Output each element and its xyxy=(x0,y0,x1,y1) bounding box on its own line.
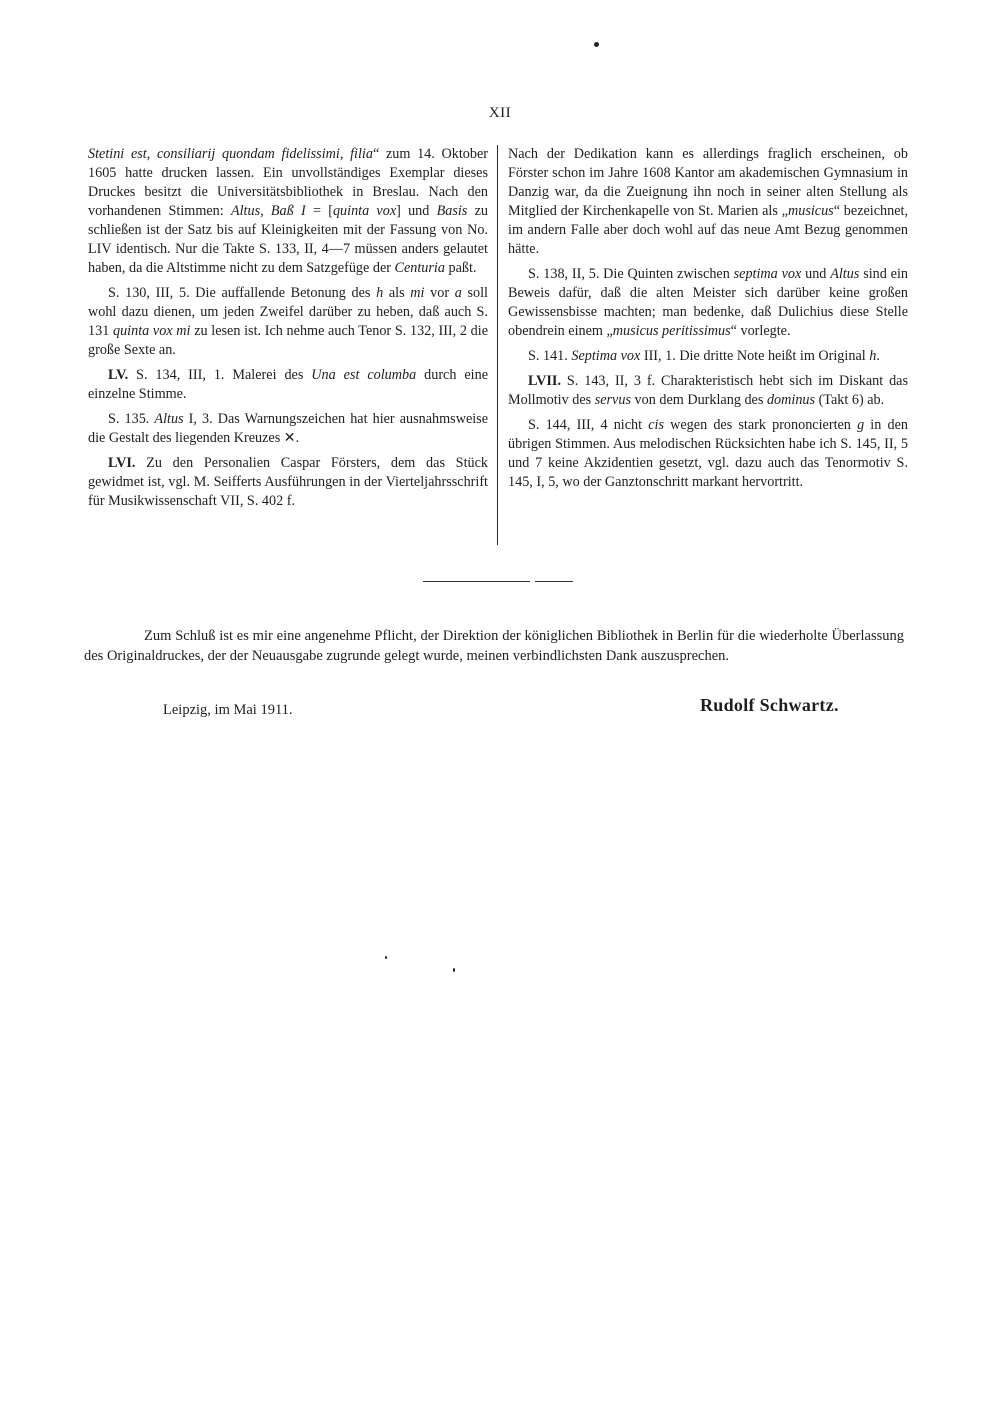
scan-speck xyxy=(594,42,599,47)
italic-run: Altus, Baß I xyxy=(230,203,306,219)
italic-run: Stetini est, consiliarij quondam fidelissimi, filia xyxy=(88,146,373,162)
italic-run: h xyxy=(376,285,384,301)
paragraph xyxy=(88,454,488,511)
italic-run: h xyxy=(869,348,877,364)
text-run: S. 135. xyxy=(108,411,155,427)
text-run: paßt. xyxy=(444,260,477,276)
italic-run: Basis xyxy=(436,203,468,219)
scan-speck xyxy=(385,956,387,959)
closing-paragraph xyxy=(84,626,904,666)
text-run: von dem Durklang des xyxy=(630,392,767,408)
section-number: LVI. xyxy=(108,455,136,471)
italic-run: servus xyxy=(594,392,631,408)
italic-run: Centuria xyxy=(394,260,445,276)
text-run: (Takt 6) ab. xyxy=(815,392,885,408)
paragraph xyxy=(88,366,488,404)
text-run: “ bezeichnet, im andern Falle aber doch wohl auf das neue Amt Bezug genommen hätte. xyxy=(508,203,909,257)
italic-run: Una est columba xyxy=(311,367,417,383)
text-run: S. 144, III, 4 nicht xyxy=(528,417,649,433)
separator-rule-right xyxy=(535,581,573,582)
text-run: in den übrigen Stimmen. Aus melodischen Rücksichten habe ich S. 145, II, 5 und 7 keine Akzidentien gesetzt, vgl. dazu auch das Tenormotiv S. 145, I, 5, wo der Ganztonschritt markant hervortritt. xyxy=(508,417,908,490)
text-run: sind ein Beweis dafür, daß die alten Meister sich darüber keine großen Gewissensbisse machten; man bedenke, daß Dulichius diese Stelle obendrein einem „ xyxy=(508,266,908,339)
italic-run: Altus xyxy=(154,411,184,427)
closing-text: Zum Schluß ist es mir eine angenehme Pflicht, der Direktion der königlichen Bibliothek in Berlin für die wiederholte Überlassung des Originaldruckes, der der Neuausgabe zugrunde gelegt wurde, meinen verbindlichsten Dank auszusprechen. xyxy=(84,628,904,664)
italic-run: musicus xyxy=(787,203,834,219)
text-run: = [ xyxy=(305,203,333,219)
paragraph xyxy=(508,145,908,259)
text-run: und xyxy=(801,266,831,282)
text-run: S. 134, III, 1. Malerei des xyxy=(128,367,312,383)
place-date: Leipzig, im Mai 1911. xyxy=(163,702,293,718)
text-run: S. 130, III, 5. Die auffallende Betonung des xyxy=(108,285,377,301)
text-run: zu schließen ist der Satz bis auf Kleinigkeiten mit der Fassung von No. LIV identisch. Nur die Takte S. 133, II, 4—7 müssen anders gelautet haben, da die Altstimme nicht zu dem Satzgefüge der xyxy=(88,203,488,276)
italic-run: quinta vox mi xyxy=(112,323,191,339)
text-run: zu lesen ist. Ich nehme auch Tenor S. 132, III, 2 die große Sexte an. xyxy=(88,323,489,358)
italic-run: septima vox xyxy=(733,266,802,282)
left-column xyxy=(88,145,488,517)
italic-run: Altus xyxy=(830,266,860,282)
text-run: wegen des stark prononcierten xyxy=(663,417,858,433)
paragraph xyxy=(88,145,488,278)
italic-run: cis xyxy=(648,417,664,433)
italic-run: Septima vox xyxy=(571,348,641,364)
italic-run: musicus peritissimus xyxy=(612,323,731,339)
italic-run: mi xyxy=(410,285,425,301)
italic-run: quinta vox xyxy=(332,203,397,219)
italic-run: a xyxy=(454,285,462,301)
paragraph xyxy=(508,347,908,366)
text-run: ] und xyxy=(396,203,437,219)
section-number: LVII. xyxy=(528,373,561,389)
page-number: XII xyxy=(488,105,512,121)
text-run: Zu den Personalien Caspar Försters, dem das Stück gewidmet ist, vgl. M. Seifferts Ausführungen in der Vierteljahrsschrift für Musikwissenschaft VII, S. 402 f. xyxy=(88,455,488,509)
text-run: I, 3. Das Warnungszeichen hat hier ausnahmsweise die Gestalt des liegenden Kreuzes ✕. xyxy=(88,411,488,446)
text-run: als xyxy=(383,285,411,301)
italic-run: g xyxy=(857,417,865,433)
paragraph xyxy=(88,284,488,360)
paragraph xyxy=(508,416,908,492)
text-run: “ vorlegte. xyxy=(730,323,791,339)
text-run: S. 138, II, 5. Die Quinten zwischen xyxy=(528,266,734,282)
text-run: soll wohl dazu dienen, um jeden Zweifel darüber zu heben, daß auch S. 131 xyxy=(88,285,488,339)
scan-speck xyxy=(453,968,455,972)
text-run: “ zum 14. Oktober 1605 hatte drucken lassen. Ein unvollständiges Exemplar dieses Druckes besitzt die Universitätsbibliothek in Breslau. Nach den vorhandenen Stimmen: xyxy=(88,146,489,219)
signature: Rudolf Schwartz. xyxy=(700,695,839,715)
paragraph xyxy=(88,410,488,448)
text-run: . xyxy=(876,348,880,364)
text-run: vor xyxy=(424,285,455,301)
text-run: S. 143, II, 3 f. Charakteristisch hebt sich im Diskant das Mollmotiv des xyxy=(508,373,908,408)
paragraph xyxy=(508,372,908,410)
column-rule xyxy=(497,145,498,545)
text-run: durch eine einzelne Stimme. xyxy=(88,367,488,402)
text-run: III, 1. Die dritte Note heißt im Original xyxy=(640,348,870,364)
right-column xyxy=(508,145,908,498)
text-run: Nach der Dedikation kann es allerdings fraglich erscheinen, ob Förster schon im Jahre 1608 Kantor am akademischen Gymnasium in Danzig war, da die Zueignung ihn noch in seiner alten Stellung als Mitglied der Kirchenkapelle von St. Marien als „ xyxy=(508,146,908,219)
section-number: LV. xyxy=(108,367,129,383)
paragraph xyxy=(508,265,908,341)
italic-run: dominus xyxy=(766,392,816,408)
text-run: S. 141. xyxy=(528,348,572,364)
separator-rule-left xyxy=(423,581,530,582)
